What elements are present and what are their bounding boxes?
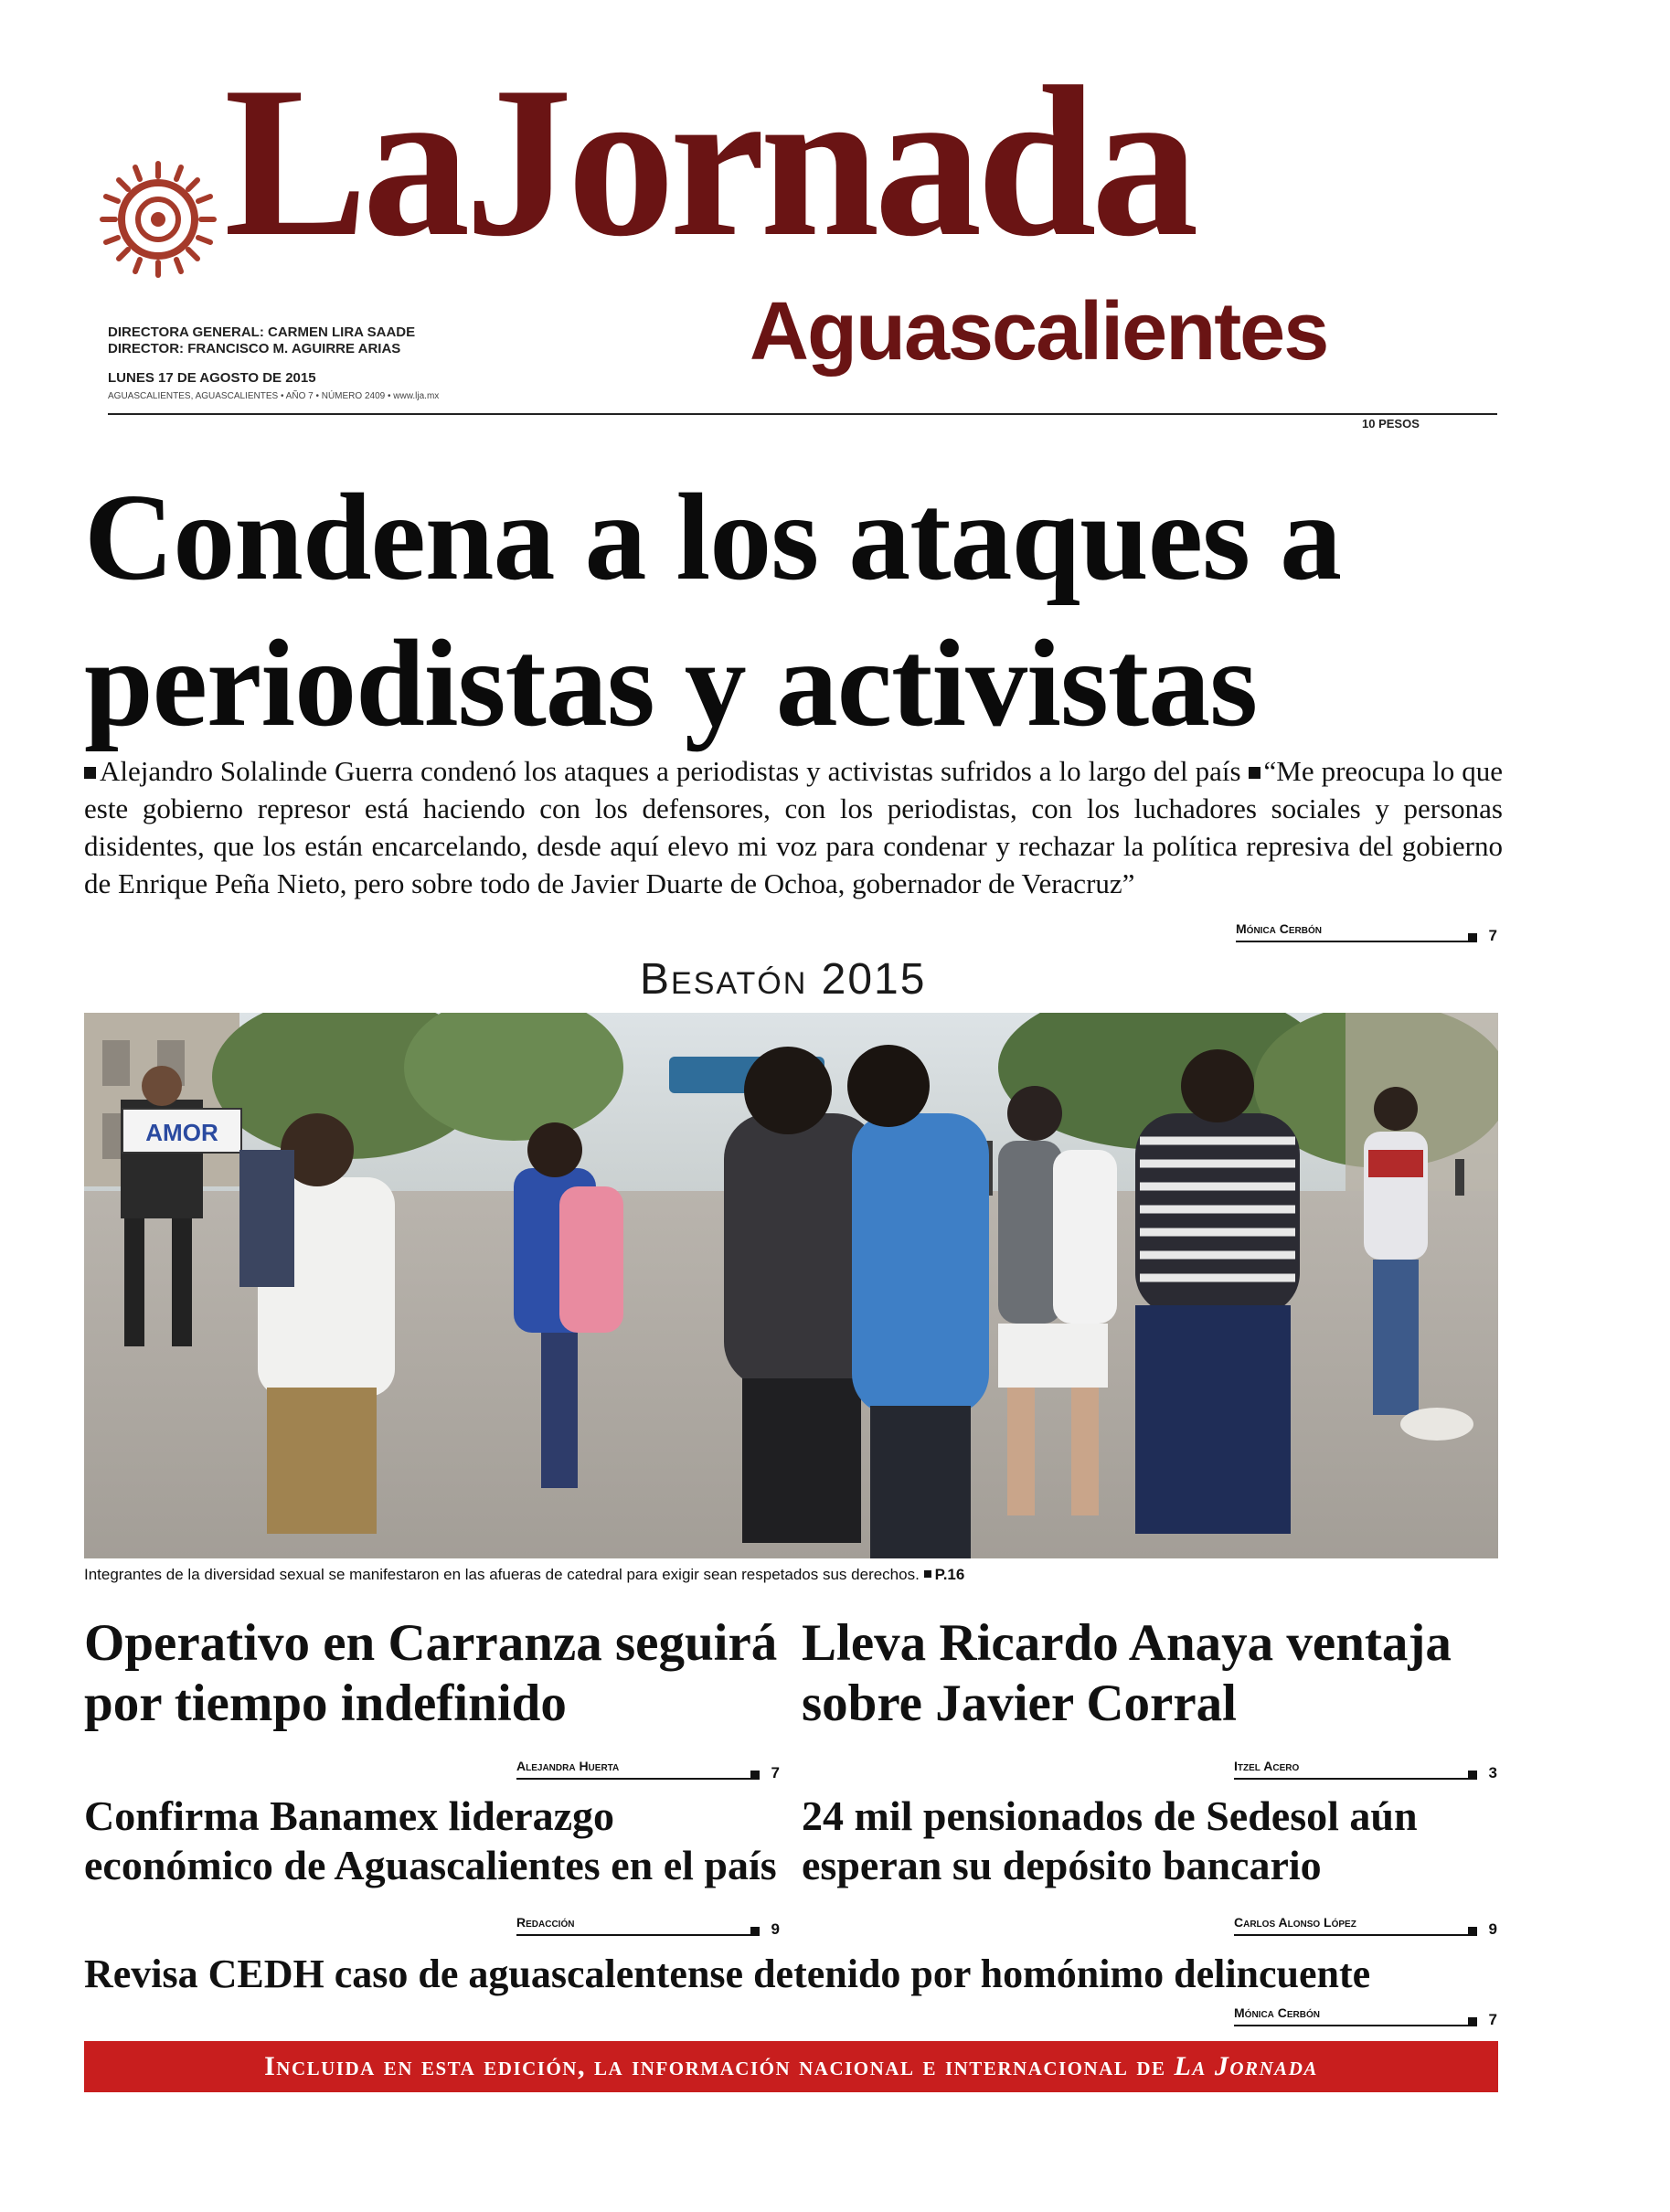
byline-rule xyxy=(516,1934,752,1936)
byline-rule xyxy=(1236,941,1470,942)
brand-logotype: LaJornada xyxy=(224,43,1194,282)
bullet-square-icon xyxy=(1468,1771,1477,1780)
sun-logo xyxy=(99,160,218,279)
bullet-square-icon xyxy=(1468,933,1477,942)
lede-part-1: Alejandro Solalinde Guerra condenó los ataques a periodistas y activistas sufridos a lo largo del país xyxy=(100,755,1241,787)
byline-name: Itzel Acero xyxy=(1234,1759,1300,1773)
bullet-square-icon xyxy=(750,1771,760,1780)
amor-sign-text: AMOR xyxy=(145,1119,218,1146)
story-title-3[interactable]: Confirma Banamex liderazgo económico de Aguascalientes en el país xyxy=(84,1792,777,1888)
lede-part-2: “Me preocupa lo que este gobierno represor está haciendo con los defensores, con los periodistas, con los luchadores sociales y personas disidentes, que los están encarcelando, desde aquí elevo mi voz para condenar y rechazar la política represiva del gobierno de Enrique Peña Nieto, pero sobre todo de Javier Duarte de Ochoa, gobernador de Veracruz” xyxy=(84,755,1503,899)
byline-name: Mónica Cerbón xyxy=(1234,2005,1320,2020)
director-line: DIRECTOR: FRANCISCO M. AGUIRRE ARIAS xyxy=(108,341,401,356)
bullet-square-icon xyxy=(750,1927,760,1936)
price-label: 10 PESOS xyxy=(1362,417,1420,431)
banner-brand: La Jornada xyxy=(1174,2051,1318,2081)
photo-illustration xyxy=(84,1013,1498,1558)
bullet-square-icon xyxy=(1468,1927,1477,1936)
story-byline-3 xyxy=(516,1913,780,1939)
main-byline xyxy=(1236,920,1497,945)
page-ref: 9 xyxy=(1488,1920,1497,1938)
edition-banner xyxy=(84,2041,1498,2092)
main-lede xyxy=(84,752,1503,902)
story-byline-4 xyxy=(1234,1913,1497,1939)
main-headline[interactable] xyxy=(84,464,1601,757)
bullet-square-icon xyxy=(1249,767,1260,779)
main-photo[interactable] xyxy=(84,1013,1498,1558)
story-title-5[interactable]: Revisa CEDH caso de aguascalentense detenido por homónimo delincuente xyxy=(84,1951,1371,1996)
byline-rule xyxy=(1234,1778,1470,1780)
headline-line-2: periodistas y activistas xyxy=(84,615,1258,752)
page-ref: 7 xyxy=(771,1764,780,1781)
bullet-square-icon xyxy=(1468,2017,1477,2026)
bullet-square-icon xyxy=(924,1570,931,1578)
section-title: Besatón 2015 xyxy=(640,955,927,1004)
edition-line: AGUASCALIENTES, AGUASCALIENTES • AÑO 7 • NÚMERO 2409 • www.lja.mx xyxy=(108,391,440,401)
byline-name: Redacción xyxy=(516,1915,575,1930)
story-byline-1 xyxy=(516,1757,780,1782)
byline-rule xyxy=(516,1778,752,1780)
caption-text: Integrantes de la diversidad sexual se manifestaron en las afueras de catedral para exigir sean respetados sus derechos. xyxy=(84,1566,920,1583)
headline-line-1: Condena a los ataques a xyxy=(84,469,1342,606)
byline-name: Mónica Cerbón xyxy=(1236,921,1322,936)
byline-rule xyxy=(1234,1934,1470,1936)
banner-text: Incluida en esta edición, la información nacional e internacional de xyxy=(264,2051,1166,2081)
page-ref: 9 xyxy=(771,1920,780,1938)
page-ref: 3 xyxy=(1488,1764,1497,1781)
story-byline-2 xyxy=(1234,1757,1497,1782)
byline-name: Alejandra Huerta xyxy=(516,1759,620,1773)
byline-name: Carlos Alonso López xyxy=(1234,1915,1356,1930)
photo-caption xyxy=(84,1566,1498,1584)
brand-city: Aguascalientes xyxy=(750,286,1328,378)
caption-page-ref: P.16 xyxy=(934,1566,965,1583)
page-ref: 7 xyxy=(1488,2011,1497,2028)
story-title-2[interactable]: Lleva Ricardo Anaya ventaja sobre Javier Corral xyxy=(802,1614,1452,1732)
masthead-rule xyxy=(108,413,1497,415)
date-line: LUNES 17 DE AGOSTO DE 2015 xyxy=(108,370,316,386)
bullet-square-icon xyxy=(84,767,96,779)
story-byline-5 xyxy=(1234,2004,1497,2029)
page-ref: 7 xyxy=(1488,927,1497,944)
directora-line: DIRECTORA GENERAL: CARMEN LIRA SAADE xyxy=(108,324,416,340)
story-title-1[interactable]: Operativo en Carranza seguirá por tiempo indefinido xyxy=(84,1614,778,1732)
story-title-4[interactable]: 24 mil pensionados de Sedesol aún esperan su depósito bancario xyxy=(802,1792,1418,1888)
byline-rule xyxy=(1234,2025,1470,2026)
